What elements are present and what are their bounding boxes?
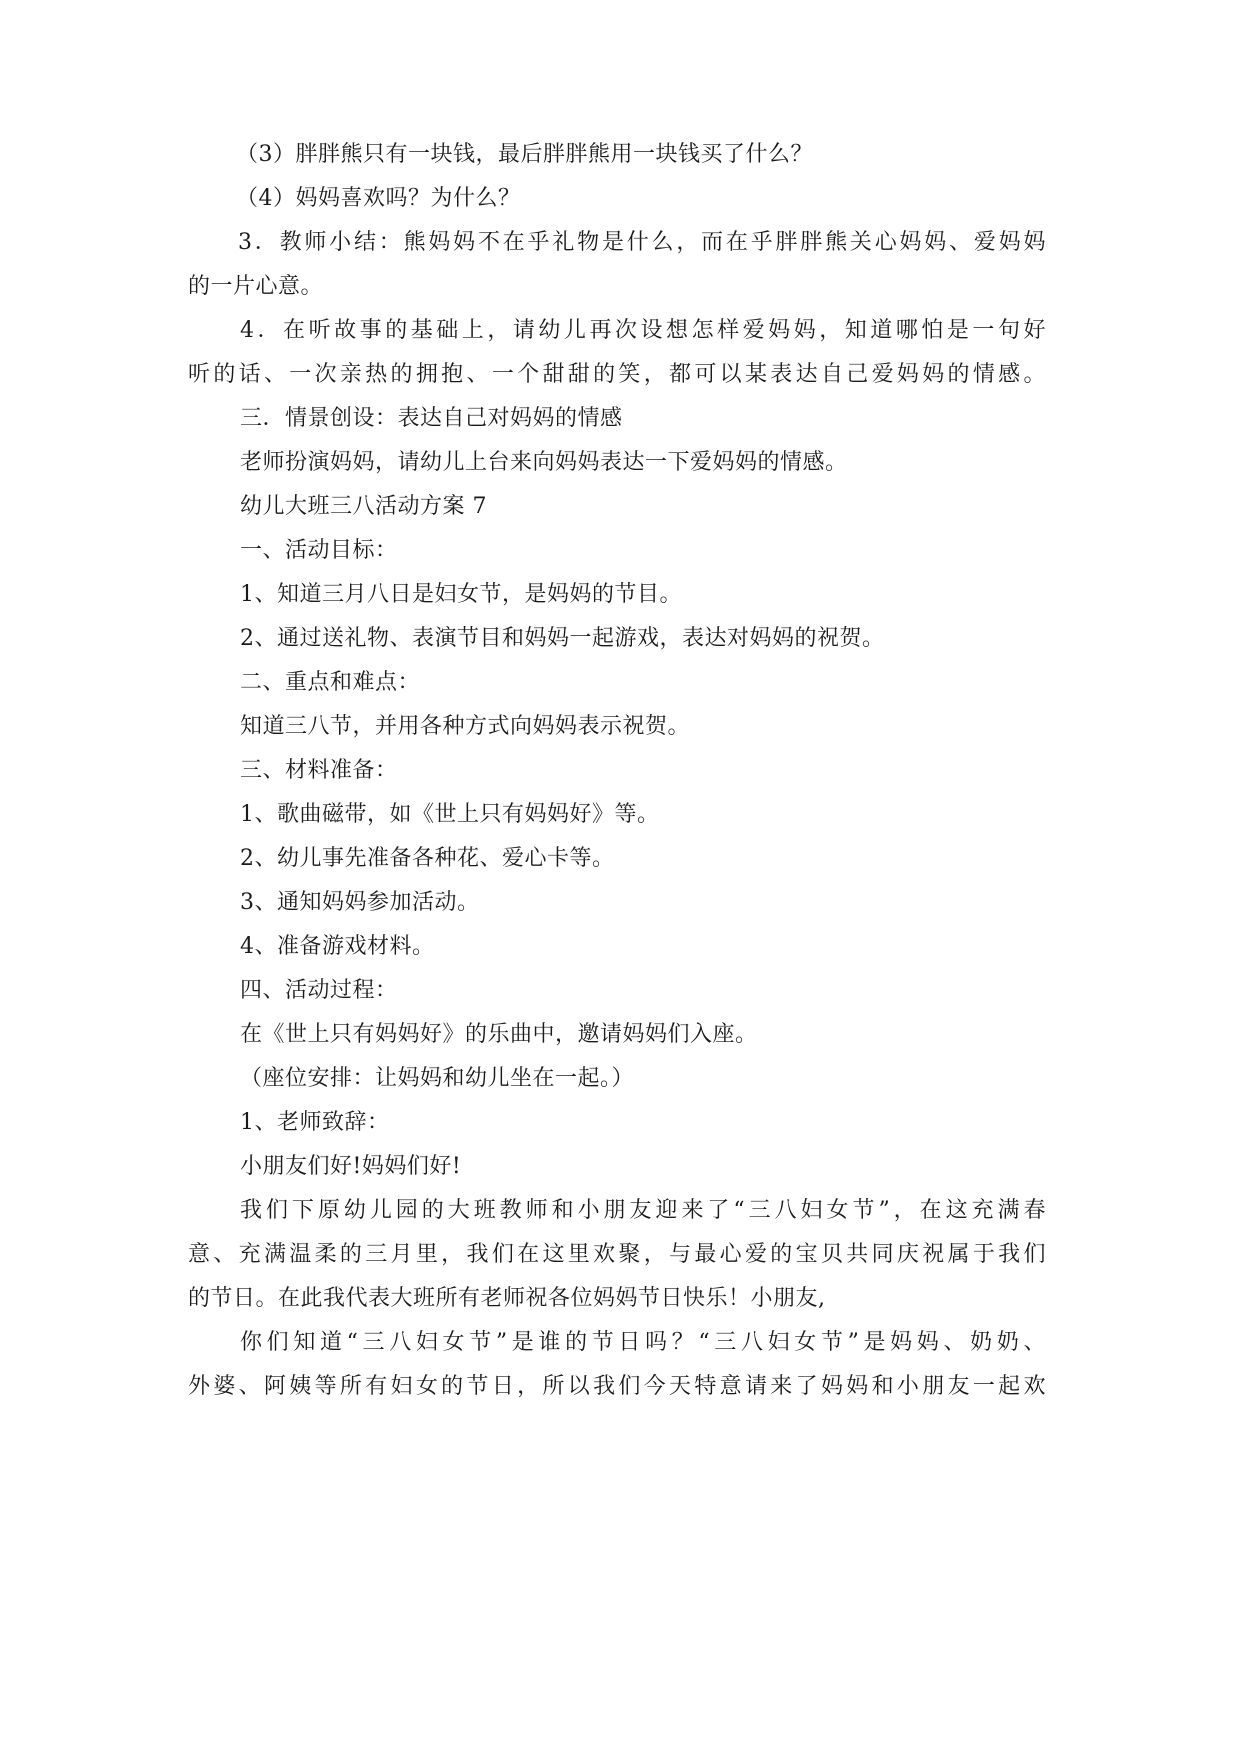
text-line: （座位安排：让妈妈和幼儿坐在一起。）: [240, 1066, 635, 1091]
text-line: 意、充满温柔的三月里，我们在这里欢聚，与最心爱的宝贝共同庆祝属于我们: [188, 1242, 1046, 1267]
list-item: 2、通过送礼物、表演节目和妈妈一起游戏，表达对妈妈的祝贺。: [240, 626, 885, 651]
section-title: 幼儿大班三八活动方案 7: [240, 494, 487, 519]
text-line: （3）胖胖熊只有一块钱，最后胖胖熊用一块钱买了什么？: [236, 142, 813, 167]
text-line: 小朋友们好!妈妈们好!: [240, 1154, 462, 1179]
heading: 一、活动目标：: [240, 538, 398, 563]
text-line: （4）妈妈喜欢吗？为什么？: [236, 186, 521, 211]
text-line: 我们下原幼儿园的大班教师和小朋友迎来了“三八妇女节”，在这充满春: [240, 1198, 1046, 1223]
text-line: 老师扮演妈妈，请幼儿上台来向妈妈表达一下爱妈妈的情感。: [240, 450, 848, 475]
list-item: 1、歌曲磁带，如《世上只有妈妈好》等。: [240, 802, 660, 827]
text-line: 听的话、一次亲热的拥抱、一个甜甜的笑，都可以某表达自己爱妈妈的情感。: [188, 362, 1046, 387]
list-item: 4、准备游戏材料。: [240, 934, 435, 959]
text-line: 三．情景创设：表达自己对妈妈的情感: [240, 406, 623, 431]
list-item: 1、老师致辞：: [240, 1110, 390, 1135]
text-line: 外婆、阿姨等所有妇女的节日，所以我们今天特意请来了妈妈和小朋友一起欢: [188, 1374, 1046, 1399]
text-line: 的一片心意。: [188, 274, 324, 299]
list-item: 3、通知妈妈参加活动。: [240, 890, 480, 915]
list-item: 2、幼儿事先准备各种花、爱心卡等。: [240, 846, 615, 871]
text-line: 3．教师小结：熊妈妈不在乎礼物是什么，而在乎胖胖熊关心妈妈、爱妈妈: [238, 230, 1046, 255]
text-line: 在《世上只有妈妈好》的乐曲中，邀请妈妈们入座。: [240, 1022, 758, 1047]
heading: 三、材料准备：: [240, 758, 398, 783]
heading: 二、重点和难点：: [240, 670, 421, 695]
text-line: 4．在听故事的基础上，请幼儿再次设想怎样爱妈妈，知道哪怕是一句好: [240, 318, 1046, 343]
heading: 四、活动过程：: [240, 978, 398, 1003]
text-line: 知道三八节，并用各种方式向妈妈表示祝贺。: [240, 714, 691, 739]
list-item: 1、知道三月八日是妇女节，是妈妈的节目。: [240, 582, 682, 607]
text-line: 的节日。在此我代表大班所有老师祝各位妈妈节日快乐！小朋友,: [188, 1286, 826, 1311]
text-line: 你们知道“三八妇女节”是谁的节日吗？“三八妇女节”是妈妈、奶奶、: [240, 1330, 1046, 1355]
